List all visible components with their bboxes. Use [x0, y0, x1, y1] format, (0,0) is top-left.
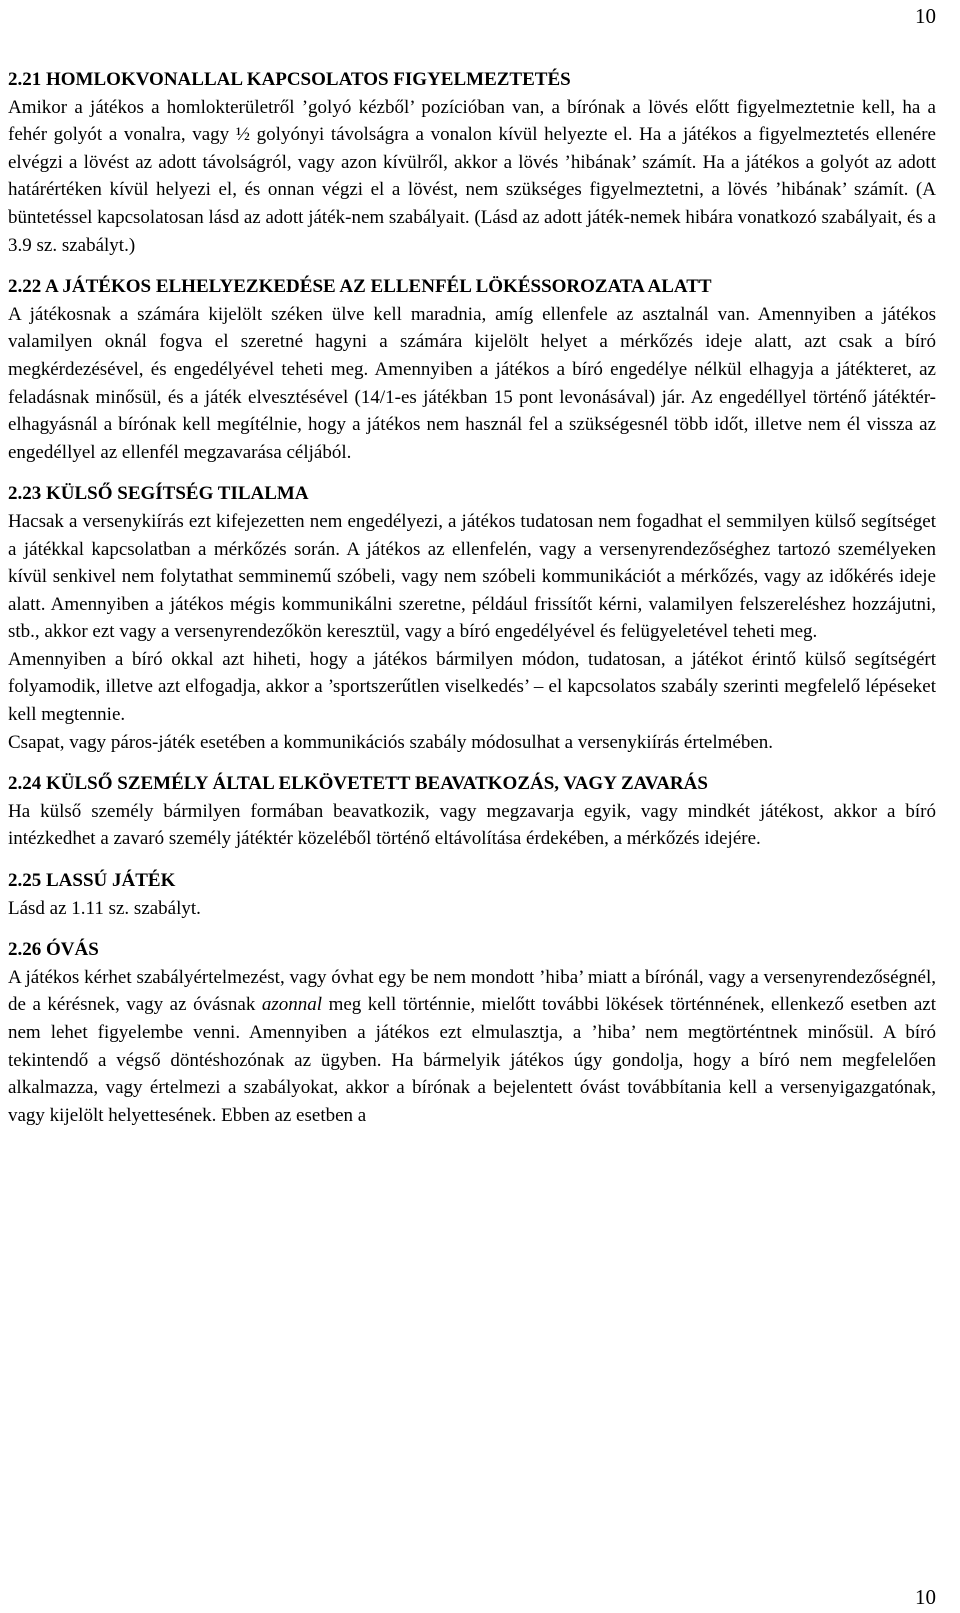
section-paragraph-2-22: A játékosnak a számára kijelölt széken ülve kell maradnia, amíg ellenfele az asztalnál van. Amennyiben a játékos valamilyen oknál fogva el szeretné hagyni a számára kijelölt helyet a mérkőzés ideje alatt, azt csak a bíró megkérdezésével, és engedélyével teheti meg. Amennyiben a játékos a bíró engedélye nélkül elhagyja a játékteret, az feladásnak minősül, és a játék elvesztésével (14/1-es játékban 15 pont levonásával) jár. Az engedéllyel történő játéktér-elhagyásnál a bírónak kell megítélnie, hogy a játékos nem használ fel a szükségesnél több időt, illetve nem él vissza az engedéllyel az ellenfél megzavarása céljából. — [8, 303, 936, 463]
document-body — [0, 66, 960, 1129]
section-heading-2-23: 2.23 KÜLSŐ SEGÍTSÉG TILALMA — [8, 483, 309, 505]
section-heading-2-26: 2.26 ÓVÁS — [8, 939, 99, 961]
section-paragraph-2-23-1: Hacsak a versenykiírás ezt kifejezetten nem engedélyezi, a játékos tudatosan nem fogadhat el semmilyen külső segítséget a játékkal kapcsolatban a mérkőzés során. A játékos az ellenfelén, vagy a versenyrendezőséghez tartozó személyeken kívül senkivel nem folytathat semminemű szóbeli, vagy nem szóbeli kommunikációt a mérkőzés, vagy az időkérés ideje alatt. Amennyiben a játékos mégis kommunikálni szeretne, például frissítőt kérni, valamilyen felszereléshez hozzájutni, stb., akkor ezt vagy a versenyrendezőkön keresztül, vagy a bíró engedélyével és felügyeletével teheti meg. — [8, 510, 936, 643]
section-heading-2-24: 2.24 KÜLSŐ SZEMÉLY ÁLTAL ELKÖVETETT BEAVATKOZÁS, VAGY ZAVARÁS — [8, 773, 708, 795]
section-heading-2-21: 2.21 HOMLOKVONALLAL KAPCSOLATOS FIGYELMEZTETÉS — [8, 69, 571, 90]
section-heading-2-25: 2.25 LASSÚ JÁTÉK — [8, 870, 176, 892]
section-2-22 — [0, 273, 960, 466]
section-2-23 — [0, 480, 960, 756]
section-paragraph-2-26 — [8, 964, 936, 1130]
section-2-21 — [0, 66, 960, 259]
section-2-25 — [0, 867, 960, 922]
section-paragraph-2-23-3: Csapat, vagy páros-játék esetében a kommunikációs szabály módosulhat a versenykiírás értelmében. — [8, 731, 774, 753]
section-paragraph-2-24: Ha külső személy bármilyen formában beavatkozik, vagy megzavarja egyik, vagy mindkét játékost, akkor a bíró intézkedhet a zavaró személy játéktér közeléből történő eltávolítása érdekében, a mérkőzés idejére. — [8, 800, 936, 850]
section-2-26 — [0, 936, 960, 1129]
section-paragraph-2-26-part2: meg kell történnie, mielőtt további lökések történnének, ellenkező esetben azt nem lehet figyelembe venni. Amennyiben a játékos ezt elmulasztja, a ’hiba’ nem megtörténtnek minősül. A bíró tekintendő a végső döntéshozónak az ügyben. Ha bármelyik játékos úgy gondolja, hogy a bíró nem megfelelően alkalmazza, vagy értelmezi a szabályokat, akkor a bírónak a bejelentett óvást továbbítania kell a versenyigazgatónak, vagy kijelölt helyettesének. Ebben az esetben a — [8, 994, 936, 1126]
page-number-top: 10 — [915, 4, 936, 28]
section-paragraph-2-26-part1: A játékos kérhet szabályértelmezést, vagy óvhat egy be nem mondott ’hiba’ miatt a bírónál, vagy a versenyrendezőségnél, de a kérésnek, vagy az óvásnak — [8, 966, 936, 1016]
section-2-24 — [0, 770, 960, 853]
section-heading-2-22: 2.22 A JÁTÉKOS ELHELYEZKEDÉSE AZ ELLENFÉL LÖKÉSSOROZATA ALATT — [8, 276, 712, 298]
section-paragraph-2-23-2: Amennyiben a bíró okkal azt hiheti, hogy a játékos bármilyen módon, tudatosan, a játékot érintő külső segítségért folyamodik, illetve azt elfogadja, akkor a ’sportszerűtlen viselkedés’ – el kapcsolatos szabály szerinti megfelelő lépéseket kell megtennie. — [8, 648, 936, 726]
section-paragraph-2-25: Lásd az 1.11 sz. szabályt. — [8, 897, 201, 919]
page-number-bottom: 10 — [915, 1585, 936, 1609]
section-paragraph-2-21: Amikor a játékos a homlokterületről ’golyó kézből’ pozícióban van, a bírónak a lövés előtt figyelmeztetnie kell, ha a fehér golyót a vonalra, vagy ½ golyónyi távolságra a vonalon kívül helyezte el. Ha a játékos a figyelmeztetés ellenére elvégzi a lövést az adott távolságról, vagy azon kívülről, akkor a lövés ’hibának’ számít. Ha a játékos a golyót az adott határértéken kívül helyezi el, és onnan végzi el a lövést, nem szükséges figyelmeztetni, a lövés ’hibának’ számít. (A büntetéssel kapcsolatosan lásd az adott játék-nem szabályait. (Lásd az adott játék-nemek hibára vonatkozó szabályait, és a 3.9 sz. szabályt.) — [8, 96, 936, 256]
section-paragraph-2-26-emphasis: azonnal — [261, 994, 323, 1016]
